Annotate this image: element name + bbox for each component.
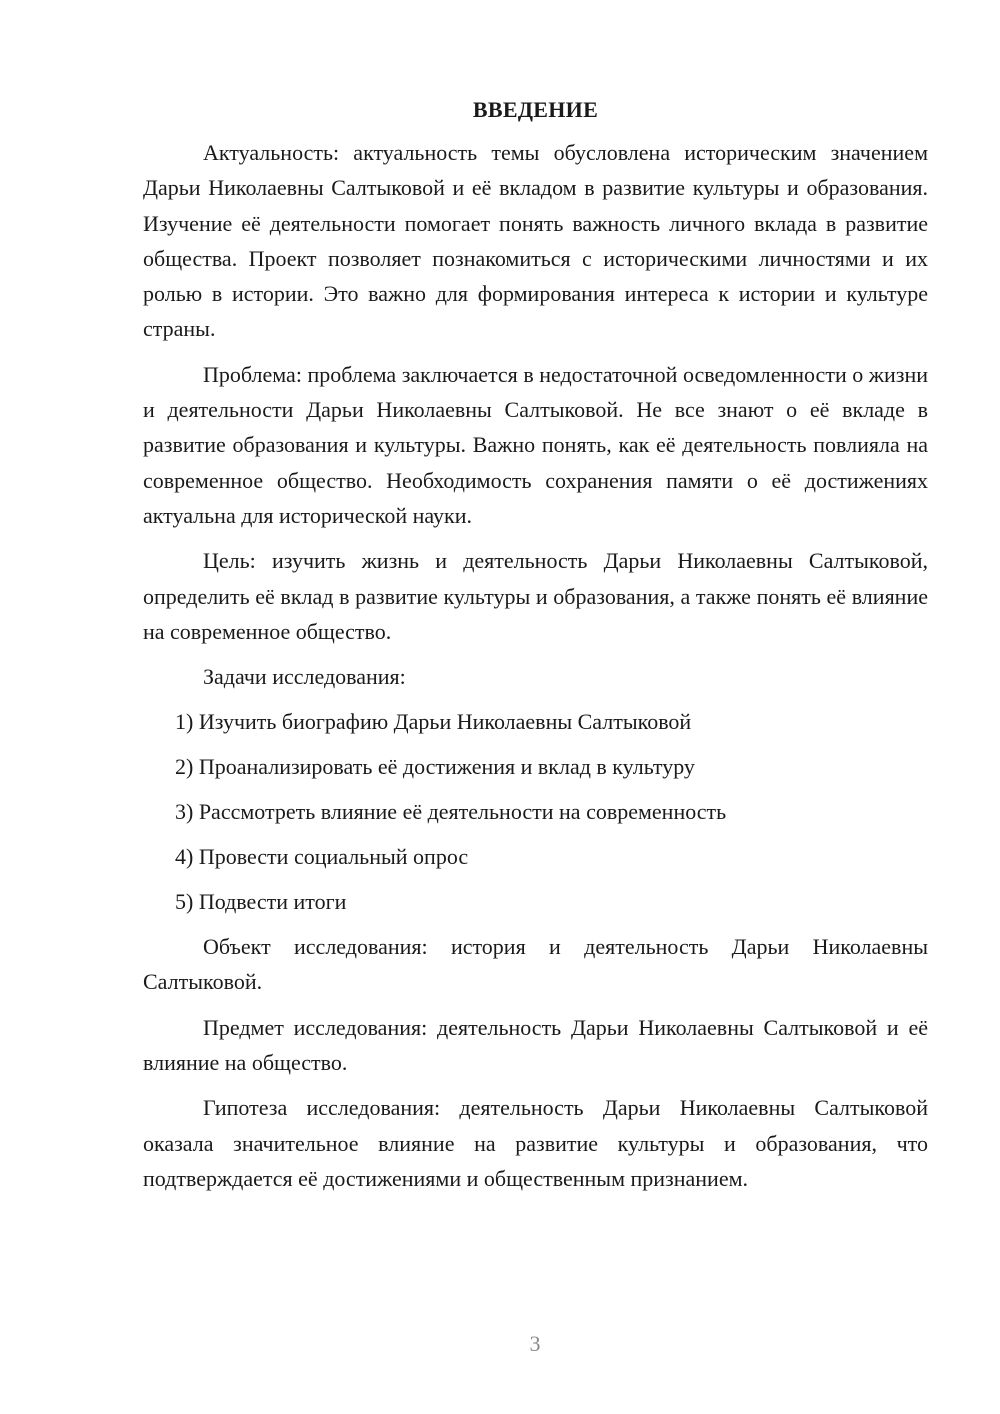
goal-paragraph: Цель: изучить жизнь и деятельность Дарьи Николаевны Салтыковой, определить её вклад в развитие культуры и образования, а также понять её влияние на современное общество. xyxy=(143,548,928,644)
problem-paragraph: Проблема: проблема заключается в недостаточной осведомленности о жизни и деятельности Дарьи Николаевны Салтыковой. Не все знают о её вкладе в развитие образования и культуры. Важно понять, как её деятельность повлияла на современное общество. Необходимость сохранения памяти о её достижениях актуальна для исторической науки. xyxy=(143,361,928,528)
hypothesis-paragraph: Гипотеза исследования: деятельность Дарьи Николаевны Салтыковой оказала значительное влияние на развитие культуры и образования, что подтверждается её достижениями и общественным признанием. xyxy=(143,1095,928,1191)
task-item-5: 5) Подвести итоги xyxy=(175,889,347,915)
tasks-heading: Задачи исследования: xyxy=(203,664,406,690)
task-item-2: 2) Проанализировать её достижения и вклад в культуру xyxy=(175,754,695,780)
relevance-paragraph: Актуальность: актуальность темы обусловлена историческим значением Дарьи Николаевны Салтыковой и её вкладом в развитие культуры и образования. Изучение её деятельности помогает понять важность личного вклада в развитие общества. Проект позволяет познакомиться с историческими личностями и их ролью в истории. Это важно для формирования интереса к истории и культуре страны. xyxy=(143,140,928,342)
task-item-3: 3) Рассмотреть влияние её деятельности на современность xyxy=(175,799,727,825)
task-item-1: 1) Изучить биографию Дарьи Николаевны Салтыковой xyxy=(175,709,692,735)
page-number: 3 xyxy=(529,1331,541,1356)
subject-paragraph: Предмет исследования: деятельность Дарьи Николаевны Салтыковой и её влияние на общество. xyxy=(143,1014,928,1076)
tasks-list xyxy=(143,704,928,919)
section-title: ВВЕДЕНИЕ xyxy=(472,97,599,122)
document-page xyxy=(143,92,928,1206)
task-item-4: 4) Провести социальный опрос xyxy=(175,844,469,870)
object-paragraph: Объект исследования: история и деятельность Дарьи Николаевны Салтыковой. xyxy=(143,934,928,995)
